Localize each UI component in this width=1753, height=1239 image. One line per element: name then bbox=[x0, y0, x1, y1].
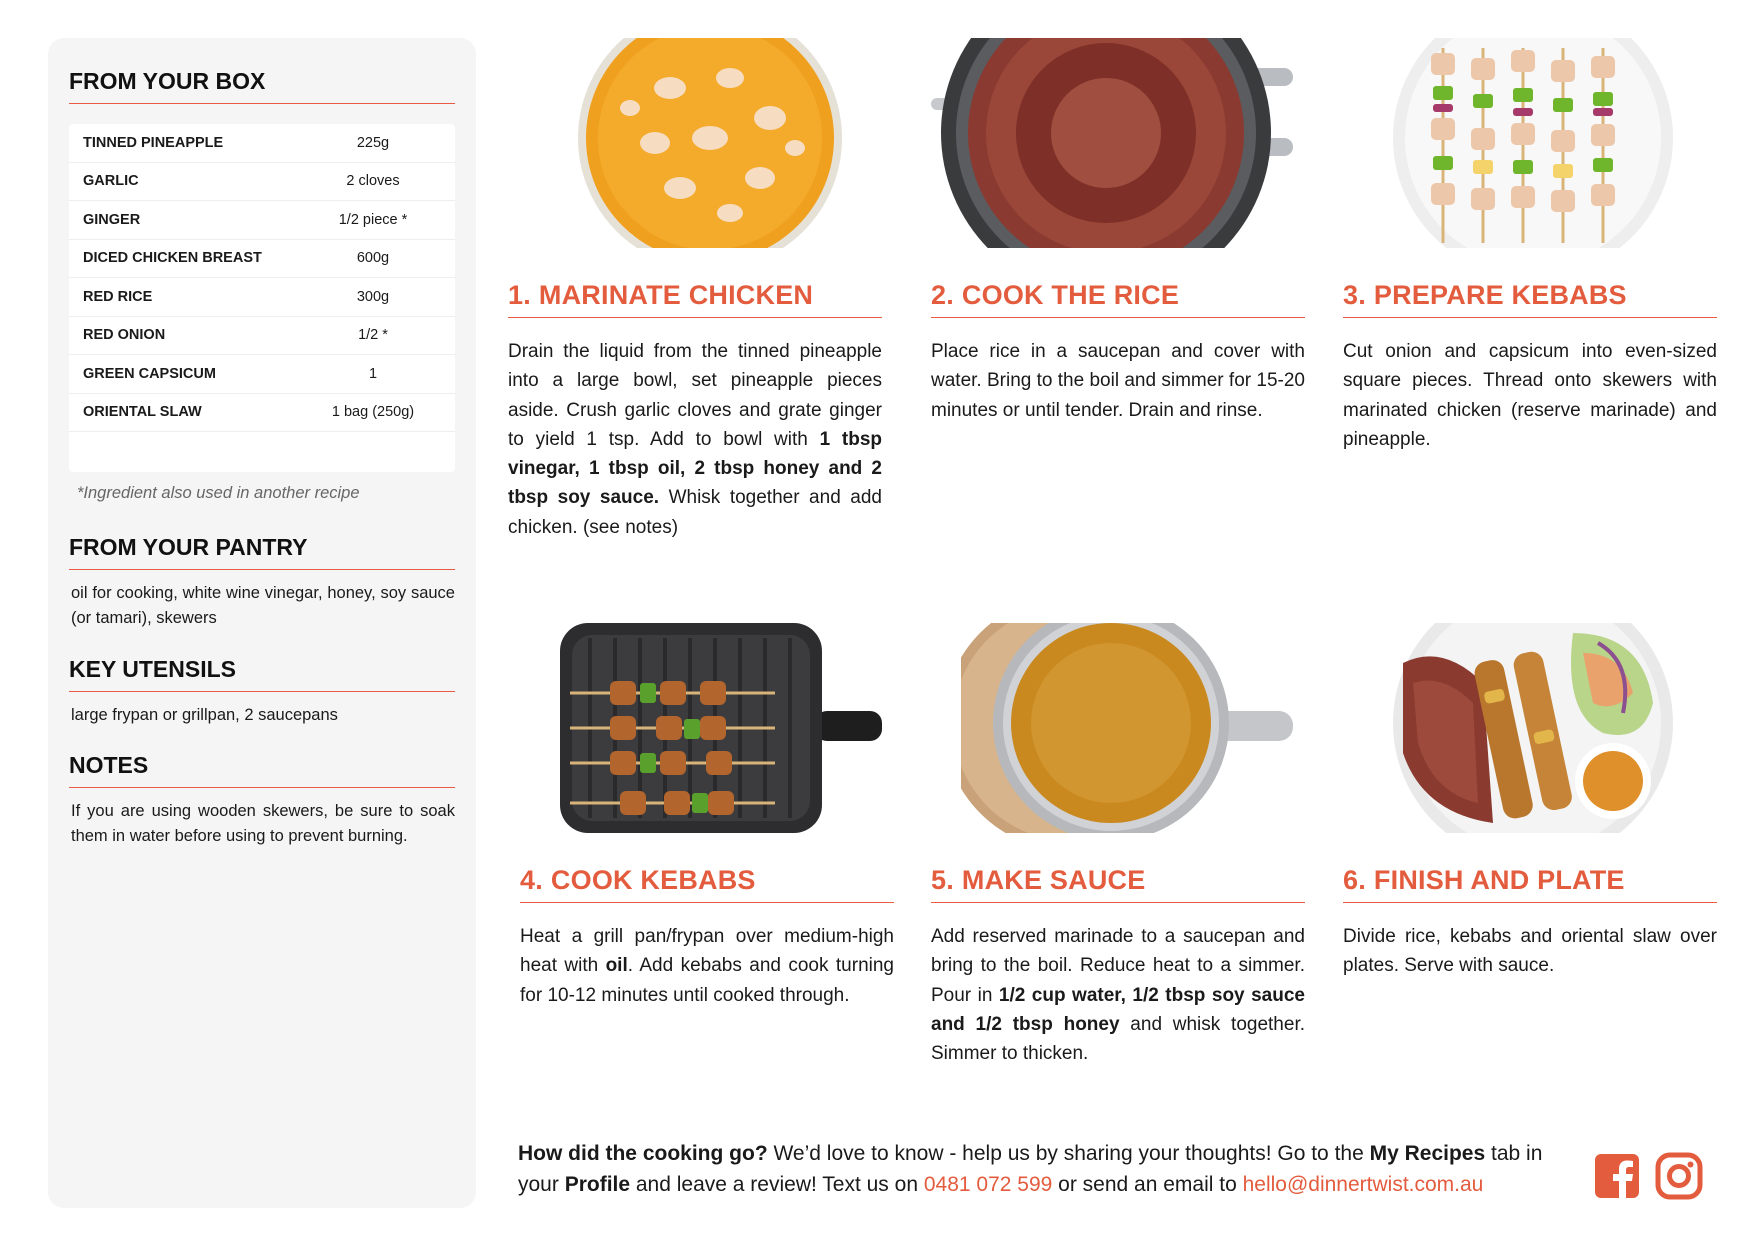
step-5-heading: MAKE SAUCE bbox=[961, 865, 1146, 895]
step-2-number: 2. bbox=[931, 280, 954, 310]
ingredient-name: TINNED PINEAPPLE bbox=[83, 134, 224, 151]
step-6-body bbox=[1343, 922, 1717, 981]
pantry-text: oil for cooking, white wine vinegar, honey, soy sauce (or tamari), skewers bbox=[71, 584, 455, 627]
step-text: Place rice in a saucepan and cover with water. Bring to the boil and simmer for 15-20 minutes or until tender. Drain and rinse. bbox=[931, 341, 1305, 421]
ingredient-quantity: 600g bbox=[356, 250, 390, 267]
ingredient-quantity: 1 bbox=[368, 365, 378, 382]
step-1-photo bbox=[560, 38, 860, 248]
step-5-photo bbox=[961, 623, 1293, 833]
ingredients-sidebar bbox=[48, 38, 476, 1208]
ingredient-quantity: 1 bag (250g) bbox=[331, 404, 415, 421]
step-5-title bbox=[931, 865, 1305, 903]
ingredient-quantity: 2 cloves bbox=[346, 173, 400, 190]
step-6-number: 6. bbox=[1343, 865, 1366, 895]
ingredient-quantity: 225g bbox=[356, 134, 390, 151]
step-text: Whisk together and add chicken. (see notes) bbox=[508, 487, 882, 538]
ingredient-name: GINGER bbox=[83, 211, 141, 228]
step-1-title bbox=[508, 280, 882, 318]
step-6-photo bbox=[1383, 623, 1693, 833]
ingredient-name: DICED CHICKEN BREAST bbox=[83, 250, 262, 267]
ingredient-quantity: 300g bbox=[356, 288, 390, 305]
footer-text-3: and leave a review! Text us on bbox=[630, 1173, 924, 1196]
step-5-number: 5. bbox=[931, 865, 954, 895]
step-2-body bbox=[931, 337, 1305, 425]
ingredient-row bbox=[69, 240, 455, 279]
feedback-question: How did the cooking go? bbox=[518, 1142, 768, 1165]
step-text: Cut onion and capsicum into even-sized square pieces. Thread onto skewers with marinated chicken (reserve marinade) and pineapple. bbox=[1343, 341, 1717, 450]
email-link[interactable]: hello@dinnertwist.com.au bbox=[1242, 1173, 1484, 1196]
grill-pan-kebabs-image bbox=[560, 623, 882, 833]
ingredient-row bbox=[69, 394, 455, 433]
step-5-body bbox=[931, 922, 1305, 1068]
ingredient-name: RED RICE bbox=[83, 288, 153, 305]
ingredient-row bbox=[69, 278, 455, 317]
ingredient-name: RED ONION bbox=[83, 327, 166, 344]
step-4-title bbox=[520, 865, 894, 903]
step-bold-text: 1/2 cup water, 1/2 tbsp soy sauce and 1/2 tbsp honey bbox=[931, 984, 1305, 1035]
step-4-heading: COOK KEBABS bbox=[550, 865, 756, 895]
step-text: Heat a grill pan/frypan over medium-high heat with bbox=[520, 926, 894, 977]
step-1-body bbox=[508, 337, 882, 542]
step-3-heading: PREPARE KEBABS bbox=[1373, 280, 1627, 310]
step-4-body bbox=[520, 922, 894, 1010]
step-bold-text: oil bbox=[605, 955, 628, 977]
step-4-photo bbox=[560, 623, 882, 833]
feedback-footer bbox=[518, 1138, 1568, 1200]
footer-text-1: We’d love to know - help us by sharing your thoughts! Go to the bbox=[767, 1142, 1370, 1165]
step-text: Add reserved marinade to a saucepan and bring to the boil. Reduce heat to a simmer. Pour in bbox=[931, 926, 1305, 1006]
ingredient-row bbox=[69, 124, 455, 163]
plated-dish-image bbox=[1383, 623, 1693, 833]
step-3-title bbox=[1343, 280, 1717, 318]
ingredient-footnote: *Ingredient also used in another recipe bbox=[77, 484, 360, 502]
phone-number-link[interactable]: 0481 072 599 bbox=[923, 1173, 1053, 1196]
step-3-number: 3. bbox=[1343, 280, 1366, 310]
notes-heading: NOTES bbox=[69, 752, 455, 788]
ingredient-name: GREEN CAPSICUM bbox=[83, 365, 216, 382]
sauce-saucepan-image bbox=[961, 623, 1293, 833]
ingredient-row bbox=[69, 163, 455, 202]
my-recipes-link[interactable]: My Recipes bbox=[1369, 1142, 1486, 1165]
ingredient-name: ORIENTAL SLAW bbox=[83, 404, 202, 421]
step-text: Drain the liquid from the tinned pineapple into a large bowl, set pineapple pieces aside. Crush garlic cloves and grate ginger to yield 1 tsp. Add to bowl with bbox=[508, 341, 882, 450]
rice-strainer-image bbox=[931, 38, 1293, 248]
footer-text-2: tab in your bbox=[518, 1142, 1543, 1196]
step-4-number: 4. bbox=[520, 865, 543, 895]
ingredient-row bbox=[69, 317, 455, 356]
step-3-body bbox=[1343, 337, 1717, 454]
footer-text-4: or send an email to bbox=[1052, 1173, 1243, 1196]
raw-kebabs-plate-image bbox=[1383, 38, 1683, 248]
step-bold-text: 1 tbsp vinegar, 1 tbsp oil, 2 tbsp honey and 2 tbsp soy sauce. bbox=[508, 428, 883, 509]
step-6-heading: FINISH AND PLATE bbox=[1373, 865, 1625, 895]
step-1-number: 1. bbox=[508, 280, 531, 310]
step-text: and whisk together. Simmer to thicken. bbox=[931, 1013, 1305, 1065]
step-2-heading: COOK THE RICE bbox=[961, 280, 1180, 310]
step-2-title bbox=[931, 280, 1305, 318]
notes-text: If you are using wooden skewers, be sure to soak them in water before using to prevent burning. bbox=[71, 802, 455, 845]
facebook-icon[interactable] bbox=[1593, 1152, 1641, 1200]
ingredient-row bbox=[69, 355, 455, 394]
from-your-pantry-heading: FROM YOUR PANTRY bbox=[69, 534, 455, 570]
step-text: . Add kebabs and cook turning for 10-12 minutes until cooked through. bbox=[520, 955, 894, 1006]
utensils-text: large frypan or grillpan, 2 saucepans bbox=[71, 706, 338, 724]
ingredient-quantity: 1/2 * bbox=[358, 327, 388, 344]
from-your-box-heading: FROM YOUR BOX bbox=[69, 68, 455, 104]
step-text: Divide rice, kebabs and oriental slaw over plates. Serve with sauce. bbox=[1343, 926, 1717, 977]
step-2-photo bbox=[931, 38, 1293, 248]
marinade-bowl-image bbox=[560, 38, 860, 248]
key-utensils-heading: KEY UTENSILS bbox=[69, 656, 455, 692]
ingredient-name: GARLIC bbox=[83, 173, 139, 190]
step-3-photo bbox=[1383, 38, 1683, 248]
ingredient-quantity: 1/2 piece * bbox=[338, 211, 408, 228]
ingredient-row bbox=[69, 201, 455, 240]
step-1-heading: MARINATE CHICKEN bbox=[538, 280, 814, 310]
instagram-icon[interactable] bbox=[1655, 1152, 1703, 1200]
step-6-title bbox=[1343, 865, 1717, 903]
ingredients-table bbox=[69, 124, 455, 472]
profile-link[interactable]: Profile bbox=[564, 1173, 631, 1196]
